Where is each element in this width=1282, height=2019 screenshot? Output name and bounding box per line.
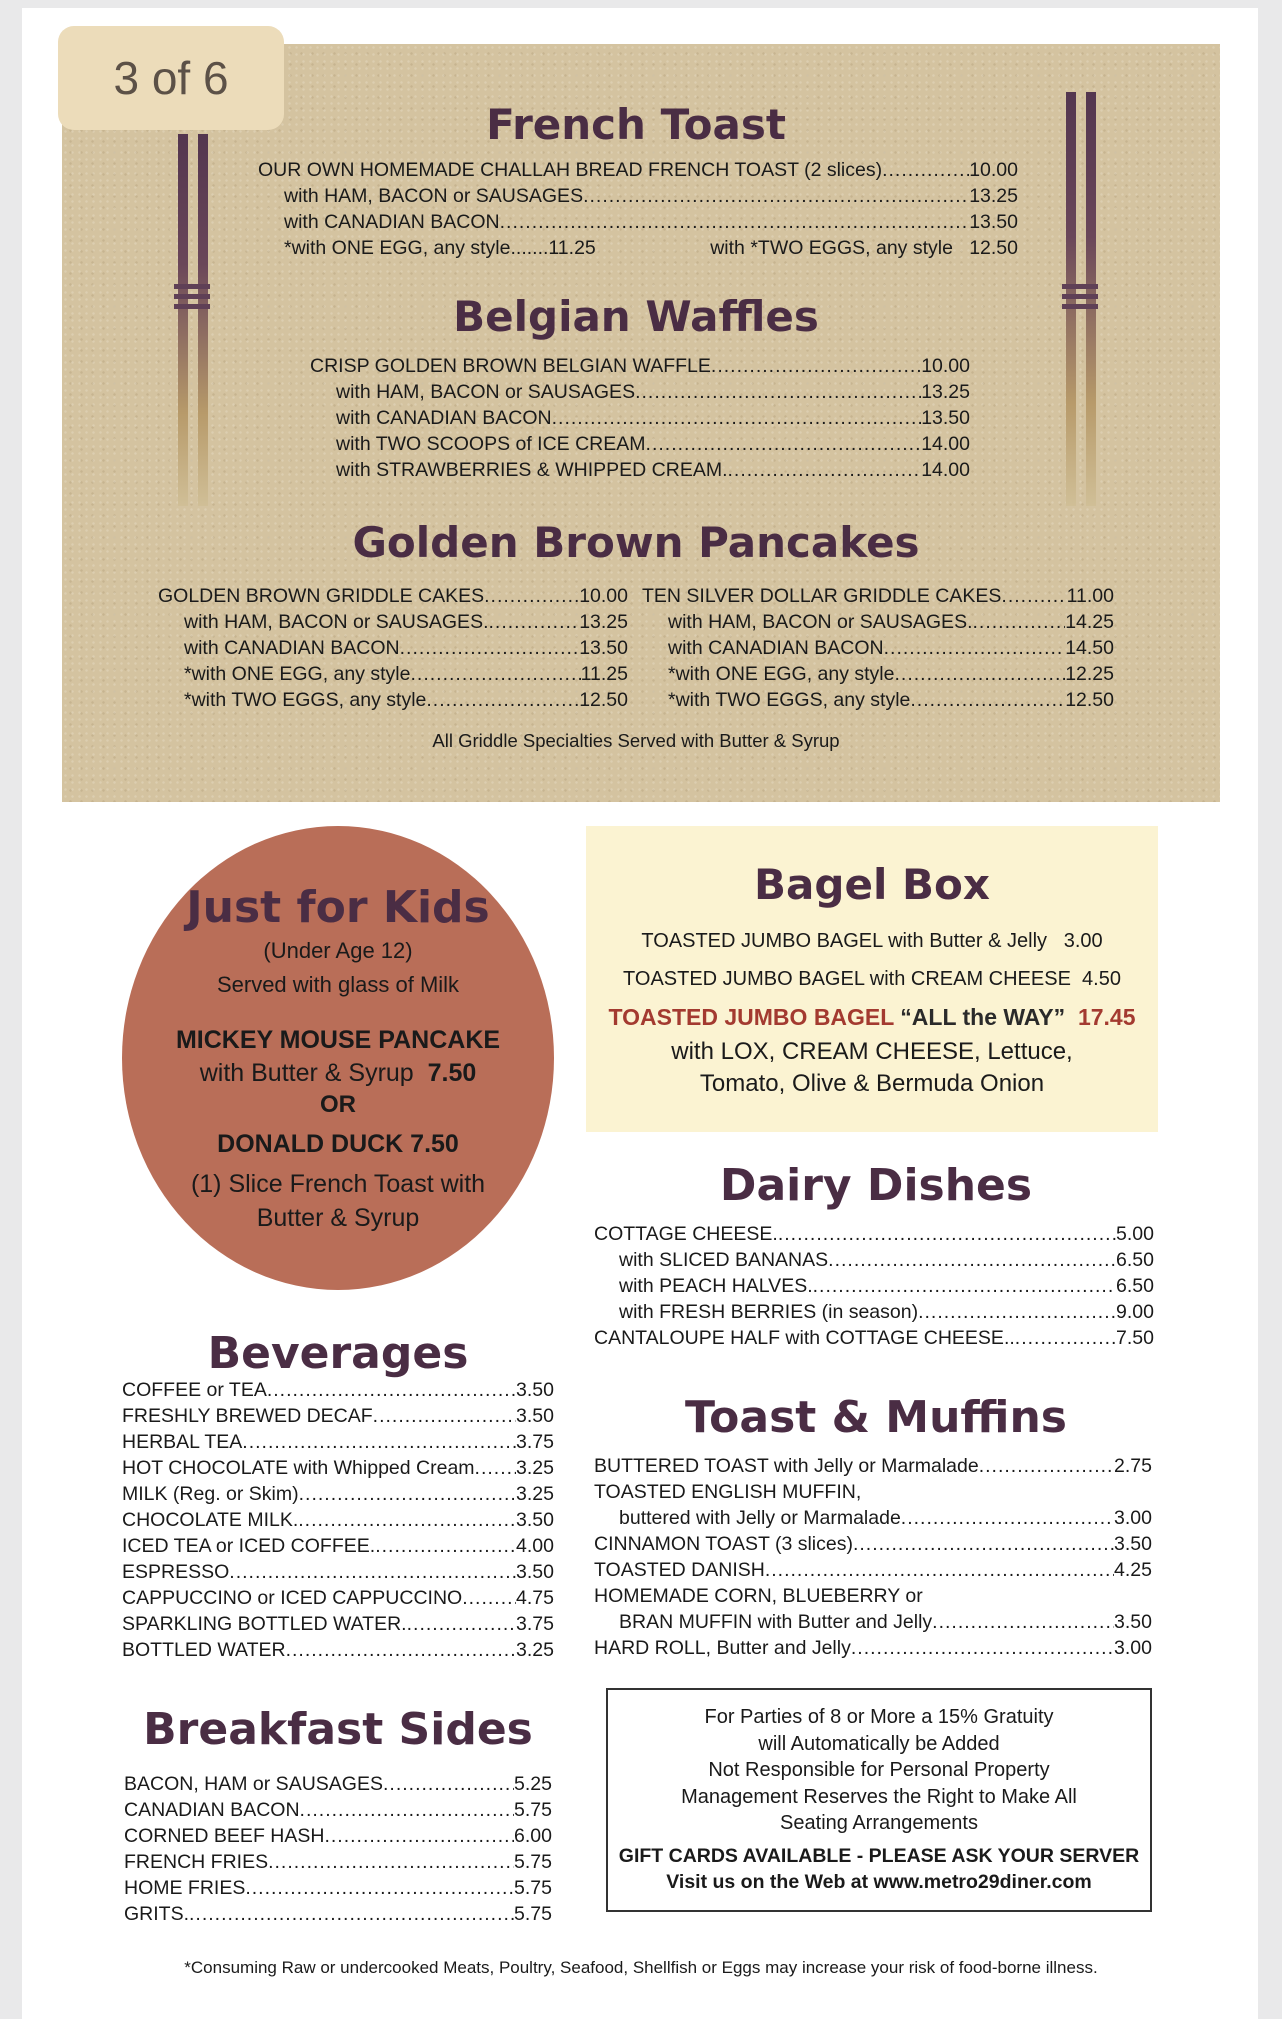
kids-item-mickey-desc: [138, 1059, 538, 1088]
list-item: OUR OWN HOMEMADE CHALLAH BREAD FRENCH TOAST (2 slices) ..... 10.00: [258, 156, 1018, 182]
kids-item-mickey-label: with Butter & Syrup: [199, 1059, 414, 1087]
list-item: CINNAMON TOAST (3 slices) ..... 3.50: [594, 1530, 1152, 1556]
list-item: MILK (Reg. or Skim) ..... 3.25: [122, 1480, 554, 1506]
toast-muffins-title: Toast & Muffins: [684, 1392, 1067, 1443]
list-item: *with TWO EGGS, any style ..... 12.50: [642, 686, 1114, 712]
kids-item-mickey-price: 7.50: [427, 1059, 477, 1087]
kids-age-note: (Under Age 12): [263, 938, 413, 963]
list-item: ESPRESSO ..... 3.50: [122, 1558, 554, 1584]
list-item: with CANADIAN BACON ..... 13.50: [158, 634, 628, 660]
list-item: *with ONE EGG, any style ..... 11.25: [158, 660, 628, 686]
griddle-note: All Griddle Specialties Served with Butter & Syrup: [432, 730, 840, 751]
list-item: COTTAGE CHEESE. ..... 5.00: [594, 1220, 1154, 1246]
list-item: CRISP GOLDEN BROWN BELGIAN WAFFLE ..... 10.00: [310, 352, 970, 378]
list-item: CHOCOLATE MILK. ..... 3.50: [122, 1506, 554, 1532]
bagel-box-title: Bagel Box: [754, 860, 990, 909]
list-item: TOASTED DANISH ..... 4.25: [594, 1556, 1152, 1582]
belgian-waffles-list: [310, 352, 970, 482]
list-item: GRITS. ..... 5.75: [124, 1900, 552, 1926]
list-item: HOMEMADE CORN, BLUEBERRY or: [594, 1585, 923, 1607]
list-item: BUTTERED TOAST with Jelly or Marmalade ..... 2.75: [594, 1452, 1152, 1478]
notice-gratuity: For Parties of 8 or More a 15% Gratuity: [704, 1706, 1054, 1728]
list-item: COFFEE or TEA ..... 3.50: [122, 1376, 554, 1402]
sides-list: [124, 1770, 552, 1926]
bagel-line-cream-cheese: TOASTED JUMBO BAGEL with CREAM CHEESE 4.50: [623, 968, 1121, 990]
pancakes-title: Golden Brown Pancakes: [352, 518, 920, 567]
kids-milk-note: Served with glass of Milk: [216, 972, 460, 997]
dairy-dishes-title: Dairy Dishes: [719, 1160, 1033, 1211]
pancakes-list-left: [158, 582, 628, 712]
bagel-all-the-way-label: “ALL the WAY”: [900, 1004, 1066, 1030]
list-item: HOME FRIES ..... 5.75: [124, 1874, 552, 1900]
list-item: CAPPUCCINO or ICED CAPPUCCINO ..... 4.75: [122, 1584, 554, 1610]
bagel-line-lox: with LOX, CREAM CHEESE, Lettuce,: [671, 1038, 1073, 1065]
french-toast-title: French Toast: [486, 100, 786, 149]
kids-or: OR: [320, 1091, 356, 1118]
list-item: CANADIAN BACON ..... 5.75: [124, 1796, 552, 1822]
kids-item-donald-desc2: Butter & Syrup: [256, 1204, 420, 1232]
kids-item-mickey: MICKEY MOUSE PANCAKE: [175, 1026, 501, 1054]
bagel-line-all-the-way: [586, 1004, 1158, 1031]
kids-item-donald: DONALD DUCK 7.50: [217, 1130, 459, 1158]
list-item: with CANADIAN BACON ..... 13.50: [258, 208, 1018, 234]
list-item: HOT CHOCOLATE with Whipped Cream ..... 3.25: [122, 1454, 554, 1480]
beverages-list: [122, 1376, 554, 1662]
list-item: CANTALOUPE HALF with COTTAGE CHEESE.. ..... 7.50: [594, 1324, 1154, 1350]
list-item: with PEACH HALVES. ..... 6.50: [594, 1272, 1154, 1298]
bagel-line-onion: Tomato, Olive & Bermuda Onion: [699, 1070, 1045, 1097]
kids-title: Just for Kids: [186, 882, 490, 933]
kids-item-donald-desc1: (1) Slice French Toast with: [190, 1170, 486, 1198]
list-item: with HAM, BACON or SAUSAGES ..... 13.25: [258, 182, 1018, 208]
list-item: FRESHLY BREWED DECAF ..... 3.50: [122, 1402, 554, 1428]
bagel-line-butter: TOASTED JUMBO BAGEL with Butter & Jelly 3.00: [641, 930, 1103, 952]
list-item: with HAM, BACON or SAUSAGES. ..... 13.25: [158, 608, 628, 634]
list-item: with STRAWBERRIES & WHIPPED CREAM. ..... 14.00: [310, 456, 970, 482]
left-pillar-decoration: [174, 134, 214, 506]
list-item: BOTTLED WATER ..... 3.25: [122, 1636, 554, 1662]
dairy-list: [594, 1220, 1154, 1350]
list-item: GOLDEN BROWN GRIDDLE CAKES ..... 10.00: [158, 582, 628, 608]
health-disclaimer: *Consuming Raw or undercooked Meats, Poultry, Seafood, Shellfish or Eggs may increase your risk of food-borne illness.: [184, 1958, 1098, 1977]
notice-management: Management Reserves the Right to Make All: [681, 1785, 1077, 1808]
belgian-waffles-title: Belgian Waffles: [453, 292, 819, 341]
beverages-title: Beverages: [207, 1328, 469, 1379]
notice-seating: Seating Arrangements: [780, 1812, 978, 1834]
list-item: with FRESH BERRIES (in season) ..... 9.00: [594, 1298, 1154, 1324]
notice-property: Not Responsible for Personal Property: [708, 1759, 1050, 1781]
list-item: *with ONE EGG, any style.......11.25 with *TWO EGGS, any style 12.50: [284, 237, 1018, 259]
bagel-all-the-way-name: TOASTED JUMBO BAGEL: [608, 1004, 894, 1030]
notice-gift-cards: GIFT CARDS AVAILABLE - PLEASE ASK YOUR SERVER: [618, 1844, 1140, 1867]
notice-gratuity-added: will Automatically be Added: [758, 1732, 1000, 1755]
list-item: TEN SILVER DOLLAR GRIDDLE CAKES ..... 11.00: [642, 582, 1114, 608]
toast-list: [594, 1452, 1152, 1660]
page-count-badge: 3 of 6: [58, 26, 284, 130]
bagel-all-the-way-price: 17.45: [1077, 1004, 1136, 1030]
list-item: BRAN MUFFIN with Butter and Jelly ..... 3.50: [594, 1608, 1152, 1634]
pancakes-list-right: [642, 582, 1114, 712]
list-item: with CANADIAN BACON ..... 13.50: [310, 404, 970, 430]
notice-website: Visit us on the Web at www.metro29diner.com: [666, 1871, 1092, 1893]
list-item: *with TWO EGGS, any style ..... 12.50: [158, 686, 628, 712]
french-toast-list: [258, 156, 1018, 260]
policy-notice-box: [606, 1688, 1152, 1912]
list-item: SPARKLING BOTTLED WATER. ..... 3.75: [122, 1610, 554, 1636]
list-item: TOASTED ENGLISH MUFFIN,: [594, 1481, 862, 1503]
list-item: with HAM, BACON or SAUSAGES ..... 13.25: [310, 378, 970, 404]
list-item: with HAM, BACON or SAUSAGES. ..... 14.25: [642, 608, 1114, 634]
list-item: ICED TEA or ICED COFFEE. ..... 4.00: [122, 1532, 554, 1558]
list-item: *with ONE EGG, any style ..... 12.25: [642, 660, 1114, 686]
list-item: BACON, HAM or SAUSAGES ..... 5.25: [124, 1770, 552, 1796]
breakfast-sides-title: Breakfast Sides: [143, 1704, 533, 1755]
right-pillar-decoration: [1062, 92, 1102, 506]
list-item: with CANADIAN BACON ..... 14.50: [642, 634, 1114, 660]
list-item: buttered with Jelly or Marmalade ..... 3.00: [594, 1504, 1152, 1530]
list-item: with SLICED BANANAS ..... 6.50: [594, 1246, 1154, 1272]
list-item: with TWO SCOOPS of ICE CREAM ..... 14.00: [310, 430, 970, 456]
list-item: HARD ROLL, Butter and Jelly ..... 3.00: [594, 1634, 1152, 1660]
list-item: CORNED BEEF HASH ..... 6.00: [124, 1822, 552, 1848]
list-item: FRENCH FRIES ..... 5.75: [124, 1848, 552, 1874]
list-item: HERBAL TEA ..... 3.75: [122, 1428, 554, 1454]
